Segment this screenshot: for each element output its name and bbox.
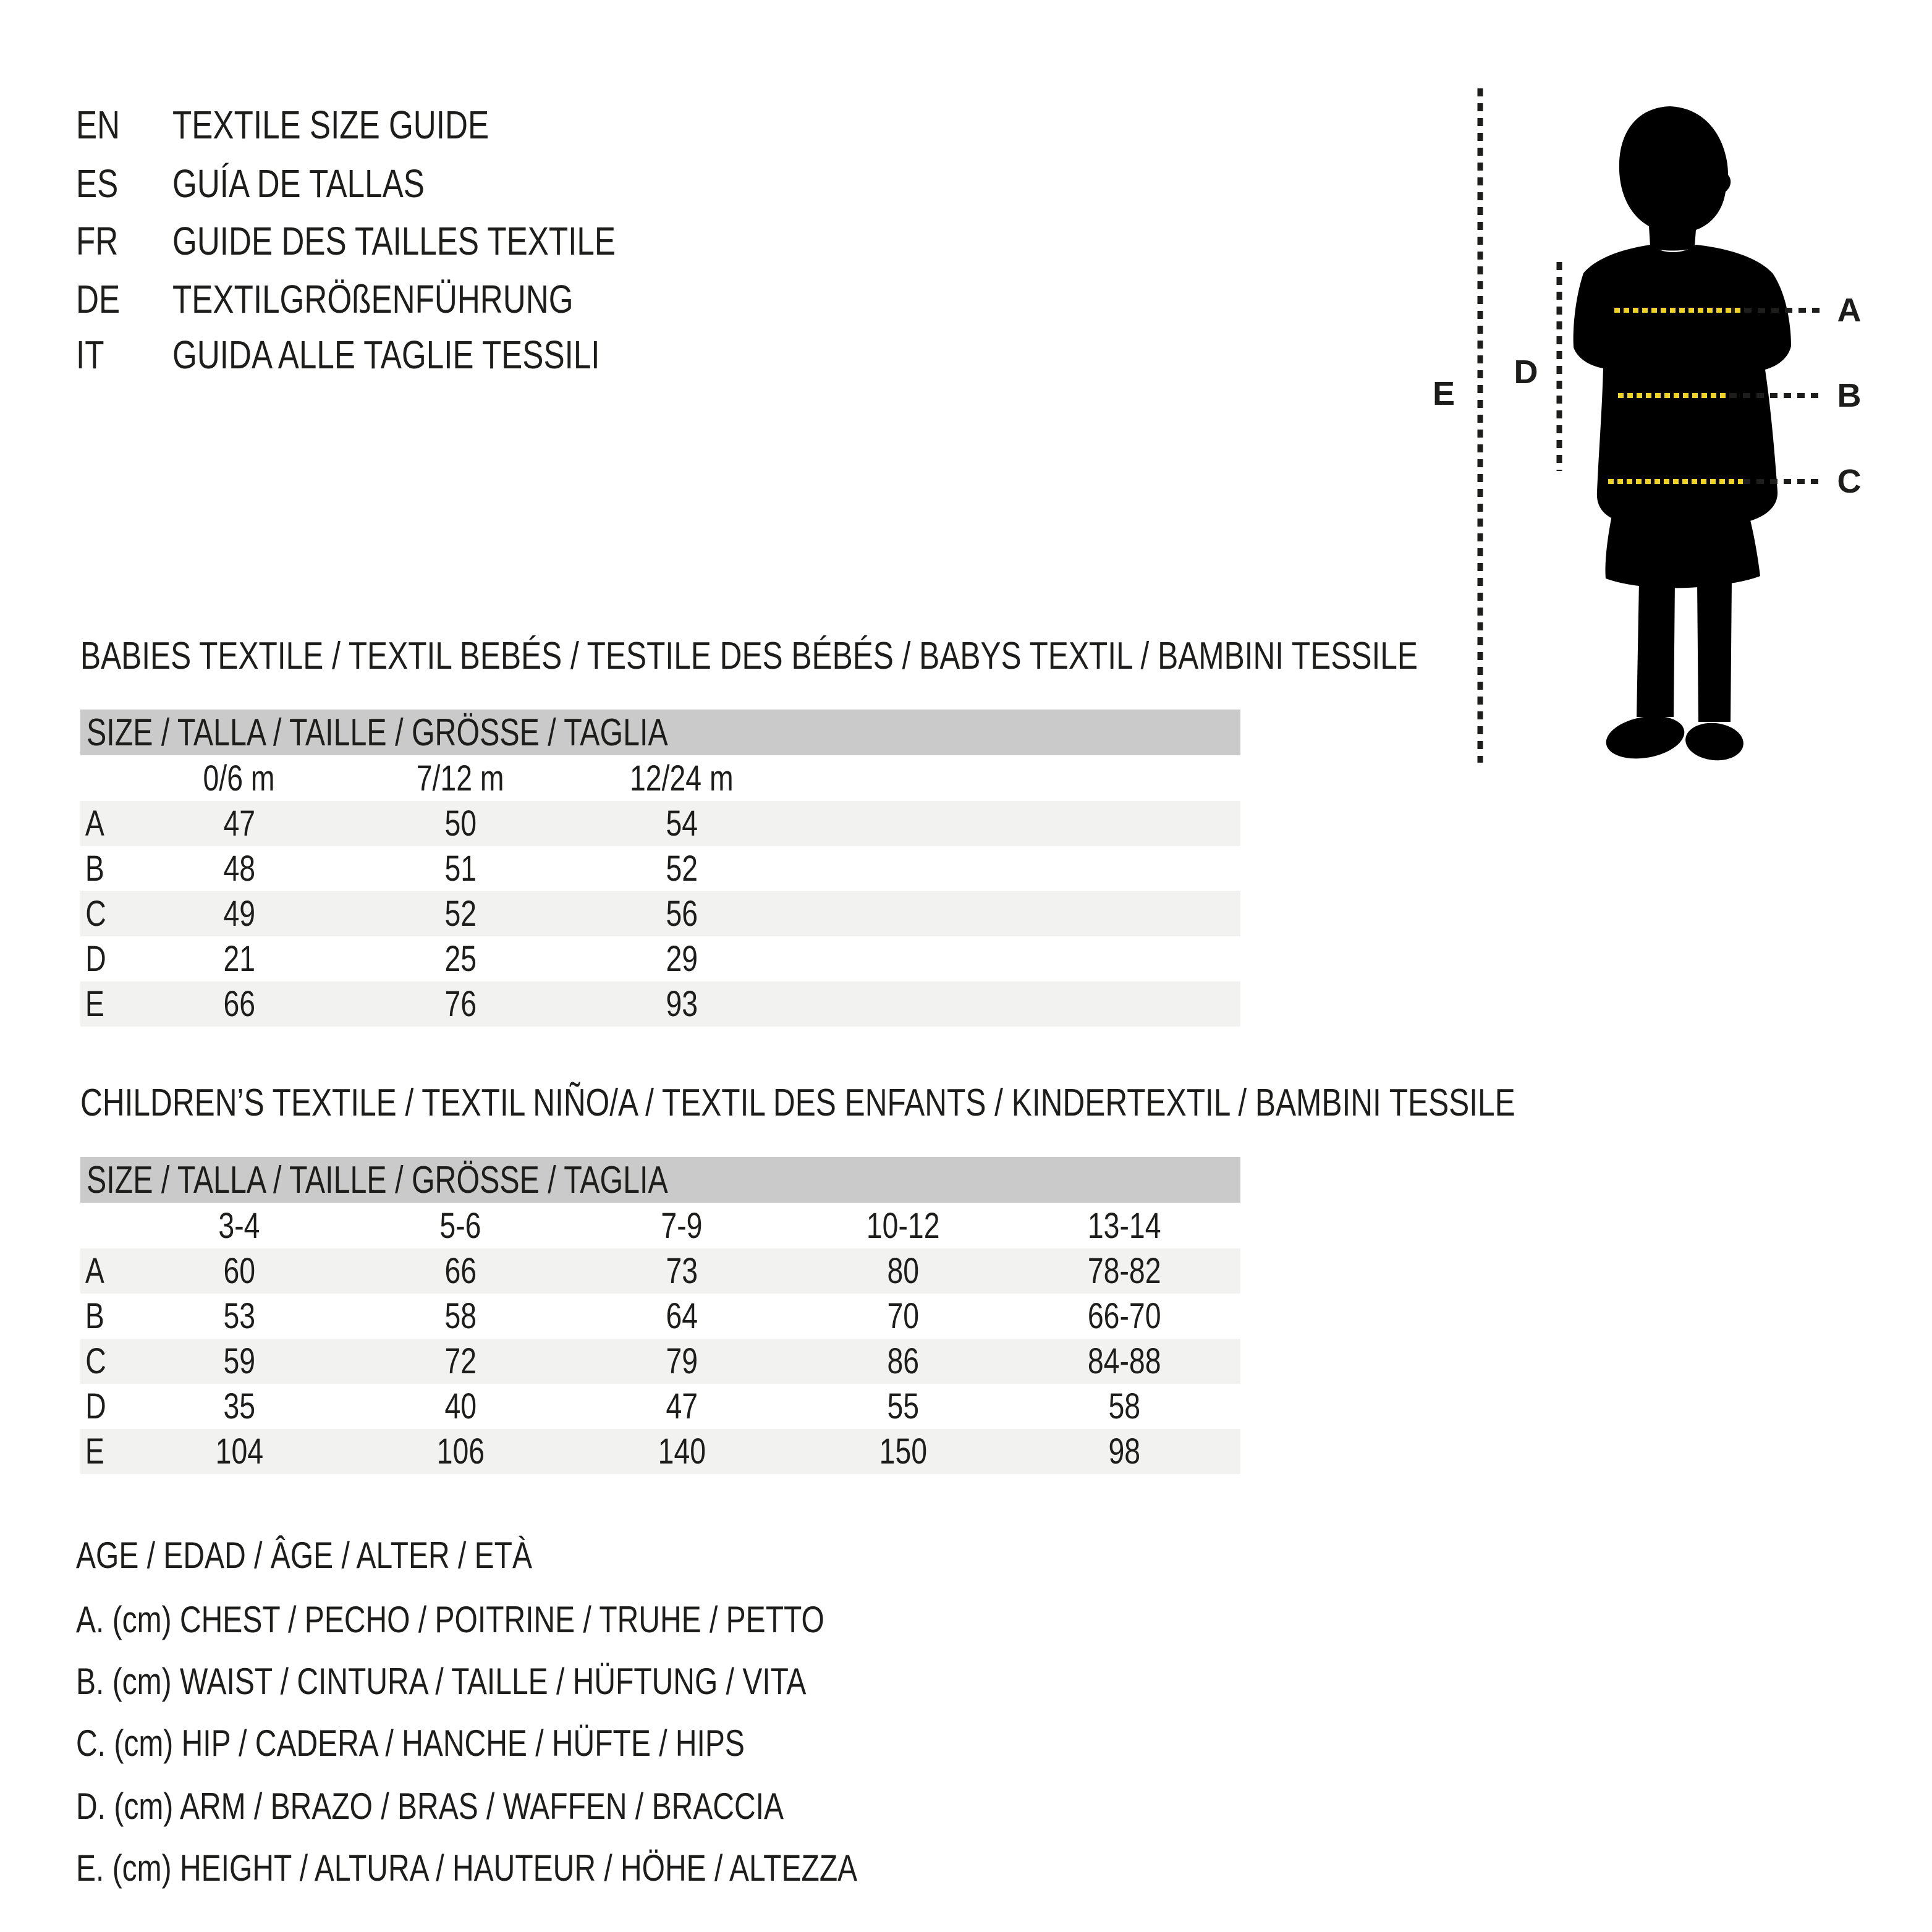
value-cell	[350, 983, 571, 1025]
value-text: 93	[666, 984, 698, 1024]
language-row-en	[76, 103, 568, 146]
row-label-text: B	[85, 849, 104, 889]
measure-label-a: A	[1837, 292, 1862, 329]
value-cell	[571, 1386, 792, 1427]
column-header-text: 0/6 m	[203, 758, 276, 799]
value-cell	[129, 1341, 350, 1382]
value-cell	[350, 803, 571, 844]
column-header-text: 13-14	[1087, 1205, 1161, 1246]
value-cell	[129, 803, 350, 844]
value-text: 52	[666, 849, 698, 889]
value-cell	[129, 848, 350, 889]
column-header-text: 7/12 m	[417, 758, 504, 799]
value-text: 49	[223, 894, 255, 934]
language-code-text: EN	[76, 103, 121, 147]
language-code	[76, 219, 172, 263]
value-text: 66	[444, 1251, 477, 1291]
silhouette-head	[1619, 106, 1731, 251]
row-label-text: D	[85, 939, 106, 979]
value-cell	[571, 938, 792, 980]
value-cell	[350, 938, 571, 980]
row-label-cell	[80, 803, 129, 844]
value-cell	[129, 938, 350, 980]
column-header-text: 7-9	[661, 1205, 703, 1246]
column-header-text: 5-6	[439, 1205, 481, 1246]
row-label-text: C	[85, 894, 106, 934]
language-row-de	[76, 278, 674, 321]
value-text: 106	[436, 1431, 485, 1472]
value-cell	[1014, 1341, 1235, 1382]
value-cell	[350, 1386, 571, 1427]
language-code	[76, 162, 172, 205]
babies-size-table	[80, 710, 1240, 1027]
value-cell	[792, 1295, 1014, 1337]
value-cell	[350, 1431, 571, 1472]
legend-d-arm-text: D. (cm) ARM / BRAZO / BRAS / WAFFEN / BRACCIA	[76, 1786, 784, 1827]
value-text: 79	[666, 1341, 698, 1381]
guide-title-fr	[172, 219, 726, 263]
row-label-cell	[80, 938, 129, 980]
column-header-cell	[129, 758, 350, 799]
value-text: 140	[658, 1431, 706, 1472]
value-cell	[350, 1250, 571, 1292]
value-text: 64	[666, 1296, 698, 1336]
row-label-cell	[80, 848, 129, 889]
value-cell	[129, 1386, 350, 1427]
value-cell	[571, 1250, 792, 1292]
value-text: 98	[1108, 1431, 1140, 1472]
value-text: 35	[223, 1386, 255, 1426]
value-text: 66	[223, 984, 255, 1024]
value-text: 84-88	[1087, 1341, 1161, 1381]
value-text: 55	[887, 1386, 919, 1426]
language-code	[76, 278, 172, 321]
legend-age-text: AGE / EDAD / ÂGE / ALTER / ETÀ	[76, 1535, 532, 1576]
value-cell	[571, 1341, 792, 1382]
language-code	[76, 333, 172, 376]
value-cell	[350, 1341, 571, 1382]
value-text: 40	[444, 1386, 477, 1426]
table-row-e	[80, 981, 1240, 1027]
value-text: 50	[444, 803, 477, 844]
value-cell	[129, 1431, 350, 1472]
row-label-text: A	[85, 1251, 104, 1291]
legend-b-waist-text: B. (cm) WAIST / CINTURA / TAILLE / HÜFTUNG / VITA	[76, 1661, 807, 1702]
silhouette-left-leg	[1637, 581, 1675, 717]
value-text: 47	[666, 1386, 698, 1426]
guide-title-it	[172, 333, 706, 376]
babies-size-header-bar	[80, 710, 1240, 755]
table-row-a	[80, 1248, 1240, 1294]
children-size-header-bar	[80, 1157, 1240, 1203]
value-text: 66-70	[1087, 1296, 1161, 1336]
value-text: 80	[887, 1251, 919, 1291]
value-text: 47	[223, 803, 255, 844]
value-cell	[129, 1250, 350, 1292]
value-cell	[350, 848, 571, 889]
value-text: 21	[223, 939, 255, 979]
row-label-text: E	[85, 984, 104, 1024]
legend-d-arm	[76, 1787, 960, 1826]
value-cell	[1014, 1386, 1235, 1427]
babies-section-title-text: BABIES TEXTILE / TEXTIL BEBÉS / TESTILE DES BÉBÉS / BABYS TEXTIL / BAMBINI TESSILE	[80, 635, 1418, 677]
value-cell	[571, 803, 792, 844]
measure-label-d: D	[1514, 354, 1538, 391]
column-header-cell	[129, 1205, 350, 1247]
legend-c-hip-text: C. (cm) HIP / CADERA / HANCHE / HÜFTE / HIPS	[76, 1722, 745, 1764]
children-section-title	[80, 1083, 1874, 1124]
value-text: 58	[1108, 1386, 1140, 1426]
value-text: 73	[666, 1251, 698, 1291]
babies-rows	[80, 801, 1240, 1027]
measure-label-c: C	[1837, 463, 1862, 500]
column-header-cell	[350, 1205, 571, 1247]
table-row-d	[80, 1384, 1240, 1429]
table-row-a	[80, 801, 1240, 846]
row-label-text: A	[85, 803, 104, 844]
guide-title-text: GUIDA ALLE TAGLIE TESSILI	[172, 333, 600, 377]
column-header-cell	[571, 758, 792, 799]
row-label-cell	[80, 1250, 129, 1292]
value-cell	[1014, 1295, 1235, 1337]
row-label-cell	[80, 1295, 129, 1337]
children-column-header-row	[80, 1203, 1240, 1248]
row-label-text: C	[85, 1341, 106, 1381]
language-code	[76, 103, 172, 146]
language-row-fr	[76, 219, 726, 263]
value-cell	[792, 1431, 1014, 1472]
row-label-cell	[80, 1431, 129, 1472]
language-code-text: ES	[76, 161, 119, 206]
value-text: 76	[444, 984, 477, 1024]
row-label-cell	[80, 893, 129, 934]
child-silhouette	[1574, 106, 1791, 765]
measure-label-e: E	[1432, 375, 1455, 412]
value-text: 25	[444, 939, 477, 979]
value-text: 52	[444, 894, 477, 934]
value-cell	[1014, 1250, 1235, 1292]
language-row-es	[76, 162, 488, 205]
value-text: 70	[887, 1296, 919, 1336]
value-cell	[792, 1341, 1014, 1382]
children-section-title-text: CHILDREN’S TEXTILE / TEXTIL NIÑO/A / TEXTIL DES ENFANTS / KINDERTEXTIL / BAMBINI TESSILE	[80, 1082, 1515, 1124]
value-text: 29	[666, 939, 698, 979]
size-header-label: SIZE / TALLA / TAILLE / GRÖSSE / TAGLIA	[87, 1158, 668, 1201]
value-cell	[571, 1295, 792, 1337]
row-label-cell	[80, 983, 129, 1025]
column-header-text: 10-12	[866, 1205, 940, 1246]
guide-title-text: TEXTILGRÖßENFÜHRUNG	[172, 277, 574, 321]
value-text: 54	[666, 803, 698, 844]
babies-column-header-row	[80, 755, 1240, 801]
child-silhouette-figure	[1415, 80, 1910, 785]
value-text: 86	[887, 1341, 919, 1381]
value-text: 53	[223, 1296, 255, 1336]
value-cell	[571, 983, 792, 1025]
legend-age	[76, 1536, 646, 1575]
guide-title-de	[172, 278, 674, 321]
legend-a-chest	[76, 1600, 1012, 1640]
value-text: 48	[223, 849, 255, 889]
column-header-cell	[350, 758, 571, 799]
value-cell	[350, 1295, 571, 1337]
size-header-label: SIZE / TALLA / TAILLE / GRÖSSE / TAGLIA	[87, 711, 668, 754]
measure-label-b: B	[1837, 377, 1862, 414]
table-row-e	[80, 1429, 1240, 1474]
children-size-table	[80, 1157, 1240, 1474]
guide-title-text: GUÍA DE TALLAS	[172, 161, 425, 206]
value-text: 56	[666, 894, 698, 934]
column-header-cell	[792, 1205, 1014, 1247]
silhouette-shorts	[1605, 515, 1760, 588]
language-code-text: FR	[76, 219, 119, 263]
row-label-cell	[80, 1386, 129, 1427]
row-label-text: B	[85, 1296, 104, 1336]
legend-e-height-text: E. (cm) HEIGHT / ALTURA / HAUTEUR / HÖHE / ALTEZZA	[76, 1847, 858, 1889]
value-cell	[571, 893, 792, 934]
row-label-cell	[80, 1341, 129, 1382]
silhouette-left-shoe	[1603, 710, 1688, 764]
language-code-text: DE	[76, 277, 121, 321]
value-cell	[792, 1386, 1014, 1427]
table-row-c	[80, 1339, 1240, 1384]
value-cell	[792, 1250, 1014, 1292]
value-text: 58	[444, 1296, 477, 1336]
value-text: 78-82	[1087, 1251, 1161, 1291]
value-text: 60	[223, 1251, 255, 1291]
silhouette-torso	[1574, 245, 1791, 527]
value-cell	[129, 983, 350, 1025]
value-cell	[571, 1431, 792, 1472]
silhouette-right-shoe	[1684, 720, 1745, 763]
language-row-it	[76, 333, 706, 376]
value-text: 72	[444, 1341, 477, 1381]
value-text: 104	[215, 1431, 263, 1472]
legend-a-chest-text: A. (cm) CHEST / PECHO / POITRINE / TRUHE / PETTO	[76, 1599, 824, 1640]
value-cell	[571, 848, 792, 889]
children-rows	[80, 1248, 1240, 1474]
row-label-text: E	[85, 1431, 104, 1472]
column-header-cell	[1014, 1205, 1235, 1247]
value-cell	[1014, 1431, 1235, 1472]
language-code-text: IT	[76, 333, 104, 377]
value-cell	[129, 1295, 350, 1337]
value-text: 59	[223, 1341, 255, 1381]
column-header-cell	[571, 1205, 792, 1247]
table-row-b	[80, 846, 1240, 891]
guide-title-es	[172, 162, 488, 205]
table-row-d	[80, 936, 1240, 981]
table-row-c	[80, 891, 1240, 936]
legend-b-waist	[76, 1662, 989, 1701]
guide-title-en	[172, 103, 568, 146]
column-header-text: 3-4	[218, 1205, 260, 1246]
legend-c-hip	[76, 1724, 912, 1763]
guide-title-text: GUIDE DES TAILLES TEXTILE	[172, 219, 616, 263]
column-header-text: 12/24 m	[630, 758, 734, 799]
table-row-b	[80, 1294, 1240, 1339]
row-label-text: D	[85, 1386, 106, 1426]
value-cell	[129, 893, 350, 934]
silhouette-right-leg	[1697, 581, 1732, 722]
guide-title-text: TEXTILE SIZE GUIDE	[172, 103, 489, 147]
legend-e-height	[76, 1849, 1053, 1888]
value-cell	[350, 893, 571, 934]
value-text: 51	[444, 849, 477, 889]
value-text: 150	[879, 1431, 927, 1472]
